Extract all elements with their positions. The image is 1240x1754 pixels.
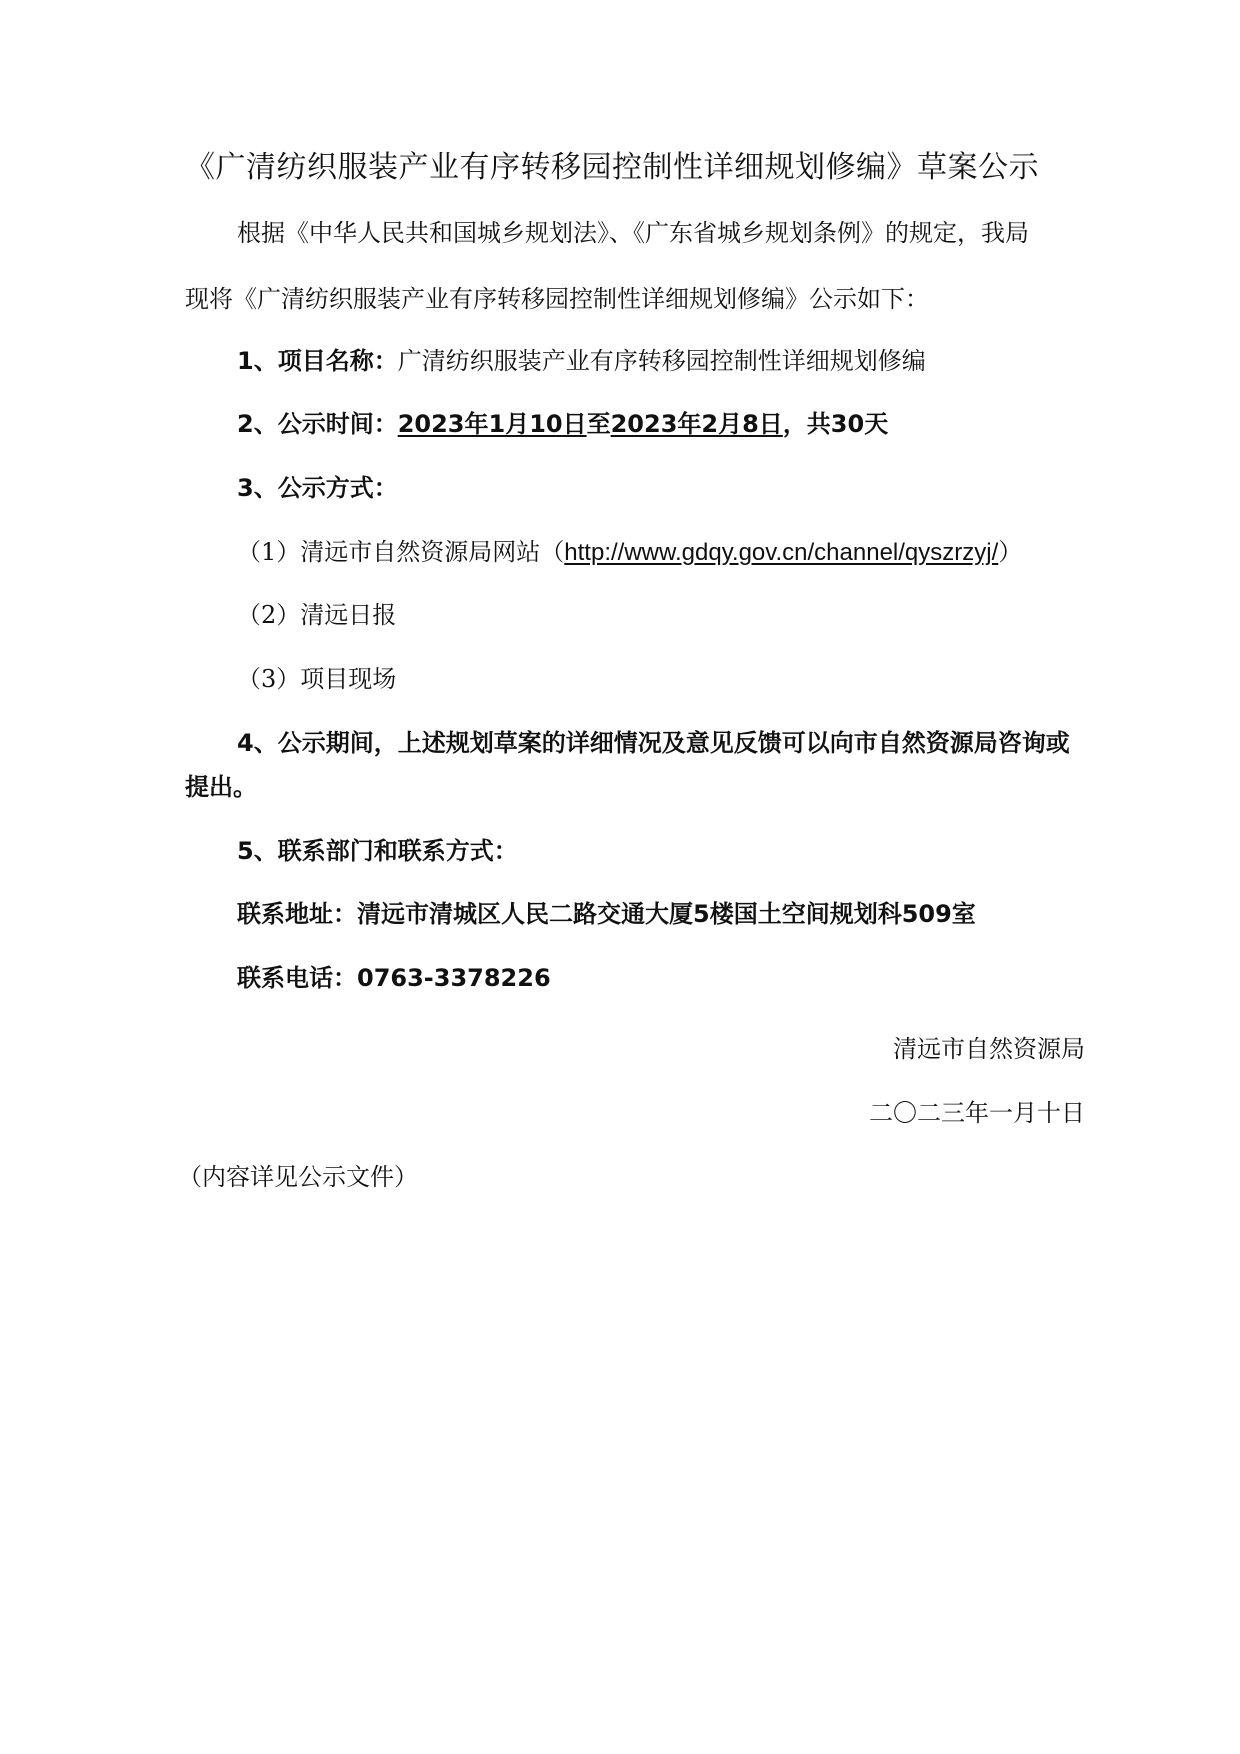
method-site: （3）项目现场 [237, 665, 397, 693]
contact-address: 联系地址：清远市清城区人民二路交通大厦5楼国土空间规划科509室 [237, 900, 976, 928]
method-website-prefix: （1）清远市自然资源局网站（ [237, 538, 565, 566]
item-feedback-line-2: 提出。 [185, 773, 257, 801]
period-end-date: 2023年2月8日 [610, 410, 783, 438]
document-title: 《广清纺织服装产业有序转移园控制性详细规划修编》草案公示 [185, 150, 1039, 185]
intro-line-1: 根据《中华人民共和国城乡规划法》、《广东省城乡规划条例》的规定，我局 [237, 219, 1029, 247]
contact-phone: 联系电话：0763-3378226 [237, 964, 551, 992]
item-feedback-line-1: 4、公示期间，上述规划草案的详细情况及意见反馈可以向市自然资源局咨询或 [237, 729, 1070, 757]
item-publicity-period-label: 2、公示时间： [237, 410, 398, 438]
intro-line-2: 现将《广清纺织服装产业有序转移园控制性详细规划修编》公示如下： [185, 285, 929, 313]
method-newspaper: （2）清远日报 [237, 601, 397, 629]
item-project-name-label: 1、项目名称： [237, 347, 398, 375]
signature-date: 二〇二三年一月十日 [869, 1099, 1085, 1127]
method-website [237, 535, 1022, 570]
item-project-name-value: 广清纺织服装产业有序转移园控制性详细规划修编 [397, 347, 926, 375]
signature-org: 清远市自然资源局 [893, 1035, 1085, 1063]
method-website-suffix: ） [998, 538, 1023, 566]
footnote: （内容详见公示文件） [178, 1163, 418, 1191]
period-duration: ，共30天 [782, 410, 889, 438]
website-link[interactable]: http://www.gdqy.gov.cn/channel/qyszrzyj/ [564, 539, 999, 566]
period-to: 至 [586, 410, 611, 438]
item-contact-label: 5、联系部门和联系方式： [237, 837, 518, 865]
item-project-name [237, 344, 926, 378]
period-start-date: 2023年1月10日 [397, 410, 587, 438]
item-publicity-period [237, 407, 888, 441]
item-publicity-method-label: 3、公示方式： [237, 474, 398, 502]
